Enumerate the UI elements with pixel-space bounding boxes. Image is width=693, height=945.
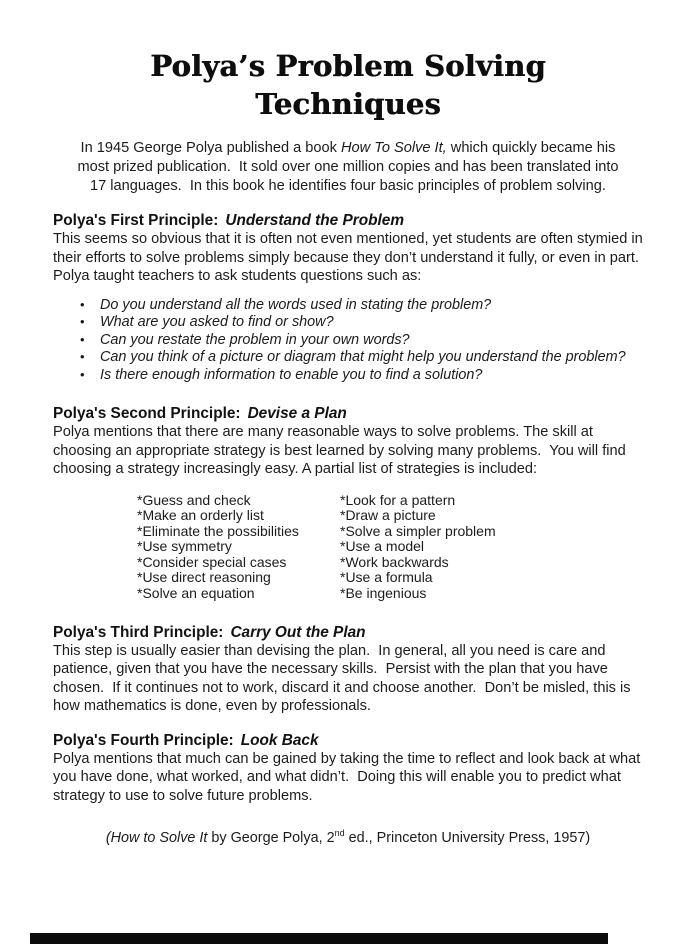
heading-title: Look Back: [240, 731, 319, 749]
section-second-principle: [53, 406, 643, 602]
third-principle-heading: [53, 625, 643, 641]
intro-paragraph: [71, 139, 625, 196]
strategy-column-right: [340, 493, 560, 602]
strategy-item: *Use direct reasoning: [137, 569, 271, 586]
question-text: Is there enough information to enable you to find a solution?: [100, 366, 483, 383]
strategy-item: *Use a model: [340, 538, 425, 555]
strategy-item: *Draw a picture: [340, 507, 436, 524]
second-principle-body: Polya mentions that there are many reasonable ways to solve problems. The skill at choosing an appropriate strategy is best learned by solving many problems. You will find choosing a strategy increasingly easy. A partial list of strategies is included:: [53, 424, 630, 477]
intro-text-after: which quickly became his most prized publication. It sold over one million copies and has been translated into 17 languages. In this book he identifies four basic principles of problem solving.: [77, 140, 623, 194]
strategy-item: *Solve an equation: [137, 585, 255, 602]
question-text: Can you restate the problem in your own words?: [100, 331, 410, 348]
citation-ordinal: nd: [334, 828, 345, 839]
question-item: [80, 366, 643, 385]
strategy-item: *Use a formula: [340, 569, 433, 586]
heading-label: Polya's Second Principle:: [53, 405, 241, 422]
question-item: [80, 314, 643, 332]
document-page: [0, 47, 693, 847]
section-first-principle: [53, 212, 648, 384]
section-fourth-principle: [53, 733, 643, 806]
bullet-icon: •: [80, 349, 85, 364]
section-third-principle: [53, 625, 643, 716]
heading-label: Polya's Fourth Principle:: [53, 731, 234, 749]
question-item: [80, 296, 643, 315]
citation-footer: [53, 829, 643, 847]
scan-artifact-bar: [30, 933, 608, 944]
strategy-item: *Guess and check: [137, 491, 251, 508]
heading-title: Devise a Plan: [247, 405, 347, 422]
heading-title: Understand the Problem: [225, 212, 405, 229]
question-text: What are you asked to find or show?: [100, 314, 334, 330]
strategy-list: [137, 493, 643, 602]
question-item: [80, 331, 643, 350]
strategy-item: *Solve a simpler problem: [340, 522, 496, 539]
heading-label: Polya's Third Principle:: [53, 623, 224, 641]
question-item: [80, 349, 643, 367]
bullet-icon: •: [80, 331, 85, 347]
heading-label: Polya's First Principle:: [53, 212, 219, 229]
strategy-item: *Use symmetry: [137, 538, 232, 555]
first-principle-heading: [53, 213, 643, 229]
page-title: Polya’s Problem Solving Techniques: [150, 49, 546, 121]
strategy-item: *Be ingenious: [340, 585, 427, 602]
strategy-item: *Make an orderly list: [137, 507, 264, 524]
intro-text-before: In 1945 George Polya published a book: [80, 140, 341, 156]
fourth-principle-body: Polya mentions that much can be gained by taking the time to reflect and look back at what you have done, what worked, and what didn’t. Doing this will enable you to predict what strategy to use to solve future problems.: [53, 750, 645, 804]
strategy-column-left: [137, 493, 340, 602]
citation-middle: by George Polya, 2: [207, 830, 335, 847]
citation-end: ed., Princeton University Press, 1957): [344, 830, 591, 847]
fourth-principle-heading: [53, 733, 643, 749]
question-text: Do you understand all the words used in stating the problem?: [100, 296, 492, 313]
strategy-item: *Work backwards: [340, 553, 449, 570]
citation-book-title: (How to Solve It: [105, 830, 208, 847]
first-principle-body: This seems so obvious that it is often not even mentioned, yet students are often stymied in their efforts to solve problems simply because they don’t understand it fully, or even in part. Polya taught teachers to ask students questions such as:: [53, 231, 648, 284]
third-principle-body: This step is usually easier than devising the plan. In general, all you need is care and patience, given that you have the necessary skills. Persist with the plan that you have chosen. If it continues not to work, discard it and choose another. Don’t be misled, this is how mathematics is done, even by professionals.: [53, 642, 635, 715]
bullet-icon: •: [80, 314, 85, 329]
book-title-italic: How To Solve It,: [341, 140, 447, 156]
bullet-icon: •: [80, 296, 85, 312]
strategy-item: *Look for a pattern: [340, 491, 456, 508]
question-bullet-list: [53, 297, 643, 385]
heading-title: Carry Out the Plan: [230, 623, 366, 641]
question-text: Can you think of a picture or diagram that might help you understand the problem?: [100, 349, 626, 365]
bullet-icon: •: [80, 366, 85, 382]
strategy-item: *Eliminate the possibilities: [137, 522, 299, 539]
second-principle-heading: [53, 406, 643, 422]
strategy-item: *Consider special cases: [137, 553, 287, 570]
